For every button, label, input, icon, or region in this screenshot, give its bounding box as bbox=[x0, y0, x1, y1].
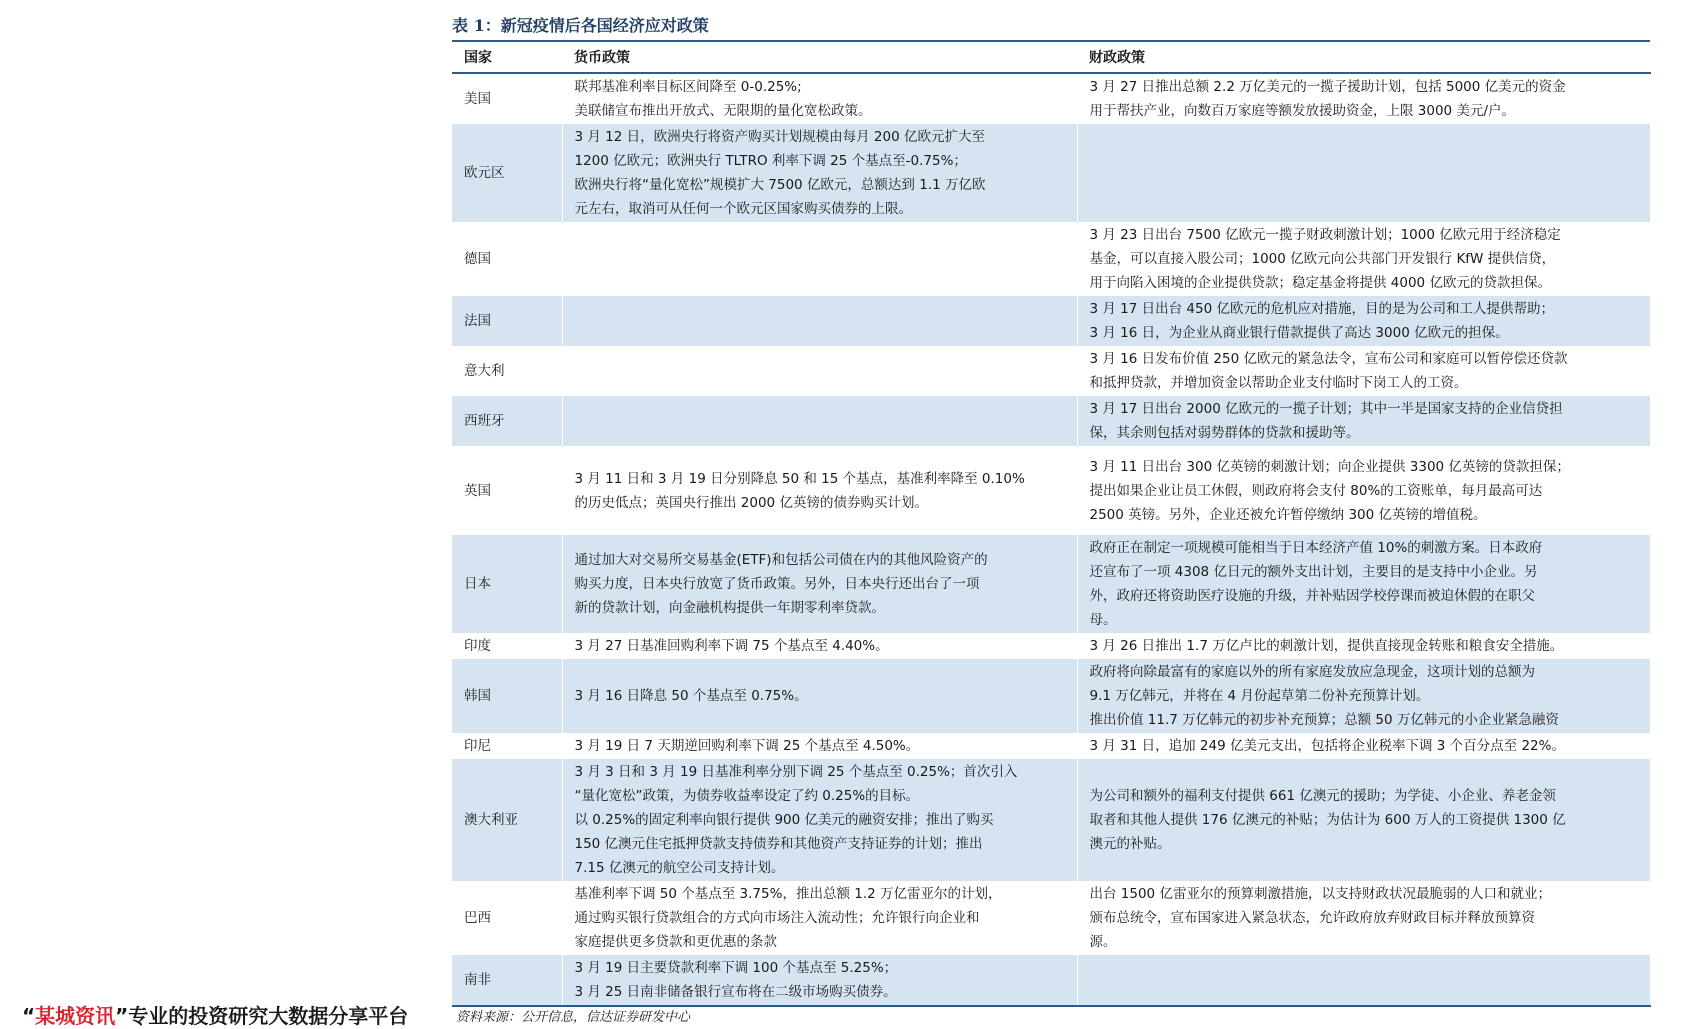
table-row bbox=[452, 733, 1650, 759]
table-row bbox=[452, 659, 1650, 733]
monetary-policy-cell bbox=[562, 222, 1077, 296]
policy-line: 提出如果企业让员工休假，则政府将会支付 80%的工资账单，每月最高可达 bbox=[1089, 482, 1543, 499]
policy-line: 3 月 12 日，欧洲央行将资产购买计划规模由每月 200 亿欧元扩大至 bbox=[574, 129, 985, 145]
policy-line: 3 月 25 日南非储备银行宣布将在二级市场购买债券。 bbox=[574, 984, 897, 1000]
monetary-policy-cell bbox=[562, 881, 1077, 955]
table-row bbox=[452, 124, 1650, 222]
fiscal-policy-cell bbox=[1077, 535, 1650, 633]
monetary-policy-cell bbox=[562, 633, 1077, 659]
footer-prefix: “ bbox=[22, 1004, 36, 1028]
fiscal-policy-cell bbox=[1077, 733, 1650, 759]
fiscal-policy-cell bbox=[1077, 759, 1650, 881]
policy-line: 150 亿澳元住宅抵押贷款支持债券和其他资产支持证券的计划；推出 bbox=[574, 836, 983, 852]
policy-line: 基准利率下调 50 个基点至 3.75%，推出总额 1.2 万亿雷亚尔的计划， bbox=[574, 886, 1002, 902]
table-row bbox=[452, 73, 1650, 124]
country-cell: 印尼 bbox=[452, 733, 562, 759]
policy-line: 3 月 3 日和 3 月 19 日基准利率分别下调 25 个基点至 0.25%；首次引入 bbox=[574, 764, 1018, 780]
fiscal-policy-cell bbox=[1077, 296, 1650, 346]
monetary-policy-cell bbox=[562, 759, 1077, 881]
policy-line: 3 月 16 日降息 50 个基点至 0.75%。 bbox=[574, 688, 808, 704]
footer-suffix: ”专业的投资研究大数据分享平台 bbox=[115, 1004, 409, 1028]
table-row bbox=[452, 633, 1650, 659]
country-cell: 巴西 bbox=[452, 881, 562, 955]
policy-line: 3 月 16 日发布价值 250 亿欧元的紧急法令，宣布公司和家庭可以暂停偿还贷款 bbox=[1089, 351, 1568, 367]
fiscal-policy-cell bbox=[1077, 659, 1650, 733]
country-cell: 南非 bbox=[452, 955, 562, 1006]
fiscal-policy-cell bbox=[1077, 881, 1650, 955]
policy-line: 欧洲央行将“量化宽松”规模扩大 7500 亿欧元，总额达到 1.1 万亿欧 bbox=[574, 177, 986, 193]
policy-line: 为公司和额外的福利支付提供 661 亿澳元的援助；为学徒、小企业、养老金领 bbox=[1089, 788, 1556, 804]
country-cell: 英国 bbox=[452, 446, 562, 535]
policy-line: 通过加大对交易所交易基金(ETF)和包括公司债在内的其他风险资产的 bbox=[574, 552, 988, 568]
monetary-policy-cell bbox=[562, 73, 1077, 124]
policy-line: 家庭提供更多贷款和更优惠的条款 bbox=[574, 934, 777, 950]
monetary-policy-cell bbox=[562, 659, 1077, 733]
fiscal-policy-cell bbox=[1077, 124, 1650, 222]
table-row bbox=[452, 535, 1650, 633]
country-cell: 澳大利亚 bbox=[452, 759, 562, 881]
policy-line: 出台 1500 亿雷亚尔的预算刺激措施，以支持财政状况最脆弱的人口和就业； bbox=[1089, 886, 1551, 902]
policy-line: 的历史低点；英国央行推出 2000 亿英镑的债券购买计划。 bbox=[574, 494, 928, 511]
policy-line: 还宣布了一项 4308 亿日元的额外支出计划，主要目的是支持中小企业。另 bbox=[1089, 564, 1538, 580]
policy-line: 3 月 27 日基准回购利率下调 75 个基点至 4.40%。 bbox=[574, 638, 889, 654]
policy-line: 购买力度，日本央行放宽了货币政策。另外，日本央行还出台了一项 bbox=[574, 576, 980, 592]
policy-line: 取者和其他人提供 176 亿澳元的补贴；为估计为 600 万人的工资提供 1300 亿 bbox=[1089, 812, 1566, 828]
table-row bbox=[452, 296, 1650, 346]
policy-line: 3 月 26 日推出 1.7 万亿卢比的刺激计划，提供直接现金转账和粮食安全措施。 bbox=[1089, 638, 1564, 654]
policy-line: 3 月 19 日主要贷款利率下调 100 个基点至 5.25%； bbox=[574, 960, 898, 976]
monetary-policy-cell bbox=[562, 733, 1077, 759]
policy-line: 3 月 27 日推出总额 2.2 万亿美元的一揽子援助计划，包括 5000 亿美元的资金 bbox=[1089, 79, 1566, 95]
policy-line: 联邦基准利率目标区间降至 0-0.25%; bbox=[574, 79, 802, 95]
country-cell: 美国 bbox=[452, 73, 562, 124]
table-row bbox=[452, 759, 1650, 881]
fiscal-policy-cell bbox=[1077, 955, 1650, 1006]
header-monetary: 货币政策 bbox=[562, 41, 1077, 73]
fiscal-policy-cell bbox=[1077, 396, 1650, 446]
document-page bbox=[452, 14, 1650, 1029]
policy-line: 新的贷款计划，向金融机构提供一年期零利率贷款。 bbox=[574, 600, 885, 616]
fiscal-policy-cell bbox=[1077, 222, 1650, 296]
policy-line: 美联储宣布推出开放式、无限期的量化宽松政策。 bbox=[574, 103, 872, 119]
header-country: 国家 bbox=[452, 41, 562, 73]
policy-line: 以 0.25%的固定利率向银行提供 900 亿美元的融资安排；推出了购买 bbox=[574, 812, 994, 828]
source-note: 资料来源：公开信息，信达证券研发中心 bbox=[456, 1010, 691, 1025]
table-row bbox=[452, 396, 1650, 446]
fiscal-policy-cell bbox=[1077, 346, 1650, 396]
policy-line: 政府正在制定一项规模可能相当于日本经济产值 10%的刺激方案。日本政府 bbox=[1089, 540, 1543, 556]
policy-line: 3 月 11 日和 3 月 19 日分别降息 50 和 15 个基点，基准利率降至 0.10% bbox=[574, 470, 1025, 487]
policy-line: 元左右，取消可从任何一个欧元区国家购买债券的上限。 bbox=[574, 201, 912, 217]
policy-line: 1200 亿欧元；欧洲央行 TLTRO 利率下调 25 个基点至-0.75%； bbox=[574, 153, 967, 169]
country-cell: 法国 bbox=[452, 296, 562, 346]
policy-line: 源。 bbox=[1089, 934, 1117, 950]
policy-line: 3 月 31 日，追加 249 亿美元支出，包括将企业税率下调 3 个百分点至 22%。 bbox=[1089, 738, 1565, 754]
policy-line: 9.1 万亿韩元，并将在 4 月份起草第二份补充预算计划。 bbox=[1089, 688, 1430, 704]
policy-line: 母。 bbox=[1089, 612, 1117, 628]
policy-line: 颁布总统令，宣布国家进入紧急状态，允许政府放弃财政目标并释放预算资 bbox=[1089, 910, 1535, 926]
policy-line: 3 月 11 日出台 300 亿英镑的刺激计划；向企业提供 3300 亿英镑的贷款担保； bbox=[1089, 458, 1570, 475]
monetary-policy-cell bbox=[562, 535, 1077, 633]
policy-line: 3 月 19 日 7 天期逆回购利率下调 25 个基点至 4.50%。 bbox=[574, 738, 920, 754]
country-cell: 欧元区 bbox=[452, 124, 562, 222]
policy-line: 外，政府还将资助医疗设施的升级，并补贴因学校停课而被迫休假的在职父 bbox=[1089, 588, 1535, 604]
policy-line: 3 月 16 日，为企业从商业银行借款提供了高达 3000 亿欧元的担保。 bbox=[1089, 325, 1509, 341]
policy-line: 通过购买银行贷款组合的方式向市场注入流动性；允许银行向企业和 bbox=[574, 910, 980, 926]
table-row bbox=[452, 881, 1650, 955]
policy-line: 政府将向除最富有的家庭以外的所有家庭发放应急现金，这项计划的总额为 bbox=[1089, 664, 1535, 680]
policy-line: 和抵押贷款，并增加资金以帮助企业支付临时下岗工人的工资。 bbox=[1089, 375, 1468, 391]
table-row bbox=[452, 222, 1650, 296]
table-header-row bbox=[452, 41, 1650, 73]
monetary-policy-cell bbox=[562, 296, 1077, 346]
table-row bbox=[452, 446, 1650, 535]
policy-line: 澳元的补贴。 bbox=[1089, 836, 1171, 852]
monetary-policy-cell bbox=[562, 346, 1077, 396]
monetary-policy-cell bbox=[562, 446, 1077, 535]
country-cell: 印度 bbox=[452, 633, 562, 659]
fiscal-policy-cell bbox=[1077, 446, 1650, 535]
country-cell: 德国 bbox=[452, 222, 562, 296]
policy-line: 2500 英镑。另外，企业还被允许暂停缴纳 300 亿英镑的增值税。 bbox=[1089, 506, 1487, 523]
table-row bbox=[452, 346, 1650, 396]
fiscal-policy-cell bbox=[1077, 73, 1650, 124]
monetary-policy-cell bbox=[562, 396, 1077, 446]
policy-line: 推出价值 11.7 万亿韩元的初步补充预算；总额 50 万亿韩元的小企业紧急融资 bbox=[1089, 712, 1559, 728]
table-row bbox=[452, 955, 1650, 1006]
country-cell: 日本 bbox=[452, 535, 562, 633]
policy-table bbox=[452, 40, 1651, 1007]
country-cell: 意大利 bbox=[452, 346, 562, 396]
country-cell: 韩国 bbox=[452, 659, 562, 733]
fiscal-policy-cell bbox=[1077, 633, 1650, 659]
policy-line: 用于向陷入困境的企业提供贷款；稳定基金将提供 4000 亿欧元的贷款担保。 bbox=[1089, 275, 1551, 291]
policy-line: 用于帮扶产业，向数百万家庭等额发放援助资金，上限 3000 美元/户。 bbox=[1089, 103, 1515, 119]
monetary-policy-cell bbox=[562, 124, 1077, 222]
policy-line: “量化宽松”政策，为债券收益率设定了约 0.25%的目标。 bbox=[574, 788, 920, 804]
footer-highlight: 某城资讯 bbox=[35, 1004, 116, 1028]
header-fiscal: 财政政策 bbox=[1077, 41, 1650, 73]
policy-line: 3 月 17 日出台 450 亿欧元的危机应对措施，目的是为公司和工人提供帮助； bbox=[1089, 301, 1554, 317]
policy-line: 7.15 亿澳元的航空公司支持计划。 bbox=[574, 860, 785, 876]
policy-line: 保，其余则包括对弱势群体的贷款和援助等。 bbox=[1089, 425, 1360, 441]
policy-line: 3 月 17 日出台 2000 亿欧元的一揽子计划；其中一半是国家支持的企业信贷担 bbox=[1089, 401, 1563, 417]
footer-banner bbox=[22, 1000, 408, 1029]
country-cell: 西班牙 bbox=[452, 396, 562, 446]
policy-line: 基金，可以直接入股公司；1000 亿欧元向公共部门开发银行 KfW 提供信贷， bbox=[1089, 251, 1556, 267]
policy-line: 3 月 23 日出台 7500 亿欧元一揽子财政刺激计划；1000 亿欧元用于经济稳定 bbox=[1089, 227, 1561, 243]
table-body bbox=[452, 73, 1650, 1006]
monetary-policy-cell bbox=[562, 955, 1077, 1006]
table-caption: 表 1：新冠疫情后各国经济应对政策 bbox=[452, 16, 709, 35]
